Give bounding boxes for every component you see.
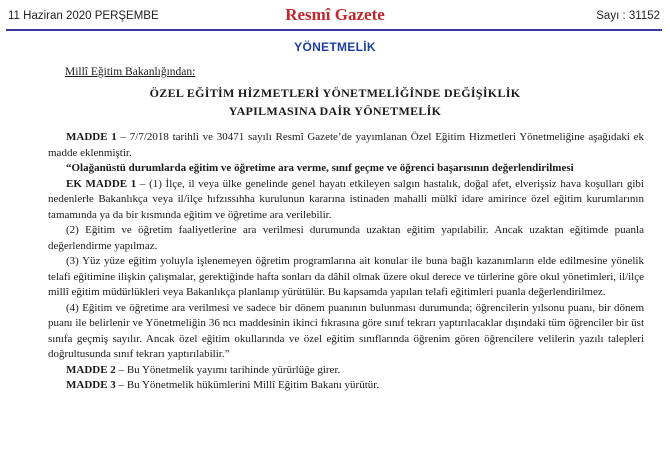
additional-article-1-text: – (1) İlçe, il veya ülke genelinde genel hayatı etkileyen salgın hastalık, doğal afet, elverişsiz hava koşulları gibi nedenlerle Bakanlıkça veya il/ilçe hıfzıssıhha kurulunun kararına istinaden mahalli mülkî idare amirince özel eğitim kurumlarının tamamında ya da bir kısmında eğitim ve öğretime ara verilebilir. (48, 177, 644, 221)
issue-number: Sayı : 31152 (596, 10, 660, 22)
regulation-title-line1: ÖZEL EĞİTİM HİZMETLERİ YÖNETMELİĞİNDE DEĞİŞİKLİK (149, 86, 521, 100)
article-1 (48, 130, 644, 161)
article-1-text: – 7/7/2018 tarihli ve 30471 sayılı Resmî Gazete’de yayımlanan Özel Eğitim Hizmetleri Yönetmeliğine aşağıdaki ek madde eklenmiştir. (48, 131, 644, 159)
paragraph-4: (4) Eğitim ve öğretime ara verilmesi ve sadece bir dönem puanının bulunması durumunda; öğrencilerin yılsonu puanı, bir dönem puanı ile belirlenir ve Yönetmeliğin 36 ncı maddesinin ikinci fıkrasına göre sınıf tekrarı yaptırılacaklar dışındaki tüm öğrenciler bir üst sınıfa geçmiş sayılır. Ancak özel eğitim okullarında ve özel eğitim sınıflarında öğrenim gören öğrencilere velilerin yazılı talepleri doğrultusunda sınıf tekrarı yaptırılabilir.” (48, 301, 644, 360)
header-divider (6, 29, 662, 31)
paragraph-3: (3) Yüz yüze eğitim yoluyla işlenemeyen öğretim programlarına ait konular ile buna bağlı kazanımların elde edilmesine yönelik telafi eğitimine ilişkin çalışmalar, gerektiğinde hafta sonları da dâhil olmak üzere okul derece ve türlerine göre okul yönetimleri, il/ilçe millî eğitim müdürlükleri veya Bakanlıkça planlanıp yürütülür. Bu kapsamda yapılan telafi eğitimleri puanla değerlendirilmez. (48, 255, 644, 298)
gazette-title: Resmî Gazete (285, 5, 385, 24)
additional-article-1 (48, 177, 644, 224)
article-3-text: – Bu Yönetmelik hükümlerini Millî Eğitim Bakanı yürütür. (115, 379, 380, 391)
regulation-body (48, 130, 644, 394)
paragraph-2: (2) Eğitim ve öğretim faaliyetlerine ara verilmesi durumunda uzaktan eğitim yapılabilir. Ancak uzaktan eğitimde puanla değerlendirme yapılmaz. (48, 224, 644, 252)
additional-article-heading: “Olağanüstü durumlarda eğitim ve öğretime ara verme, sınıf geçme ve öğrenci başarısının değerlendirilmesi (66, 162, 574, 174)
issue-date: 11 Haziran 2020 PERŞEMBE (8, 10, 159, 22)
article-2-text: – Bu Yönetmelik yayımı tarihinde yürürlüğe girer. (115, 363, 341, 376)
article-2 (48, 363, 644, 379)
regulation-title-line2: YAPILMASINA DAİR YÖNETMELİK (228, 104, 442, 118)
section-title: YÖNETMELİK (294, 40, 376, 54)
gazette-header (0, 0, 670, 32)
issuing-ministry: Millî Eğitim Bakanlığından: (65, 66, 196, 78)
article-3 (48, 378, 644, 394)
additional-article-1-label: EK MADDE 1 (66, 177, 137, 190)
article-3-label: MADDE 3 (66, 379, 116, 391)
article-1-label: MADDE 1 (66, 131, 117, 143)
article-2-label: MADDE 2 (66, 363, 116, 376)
